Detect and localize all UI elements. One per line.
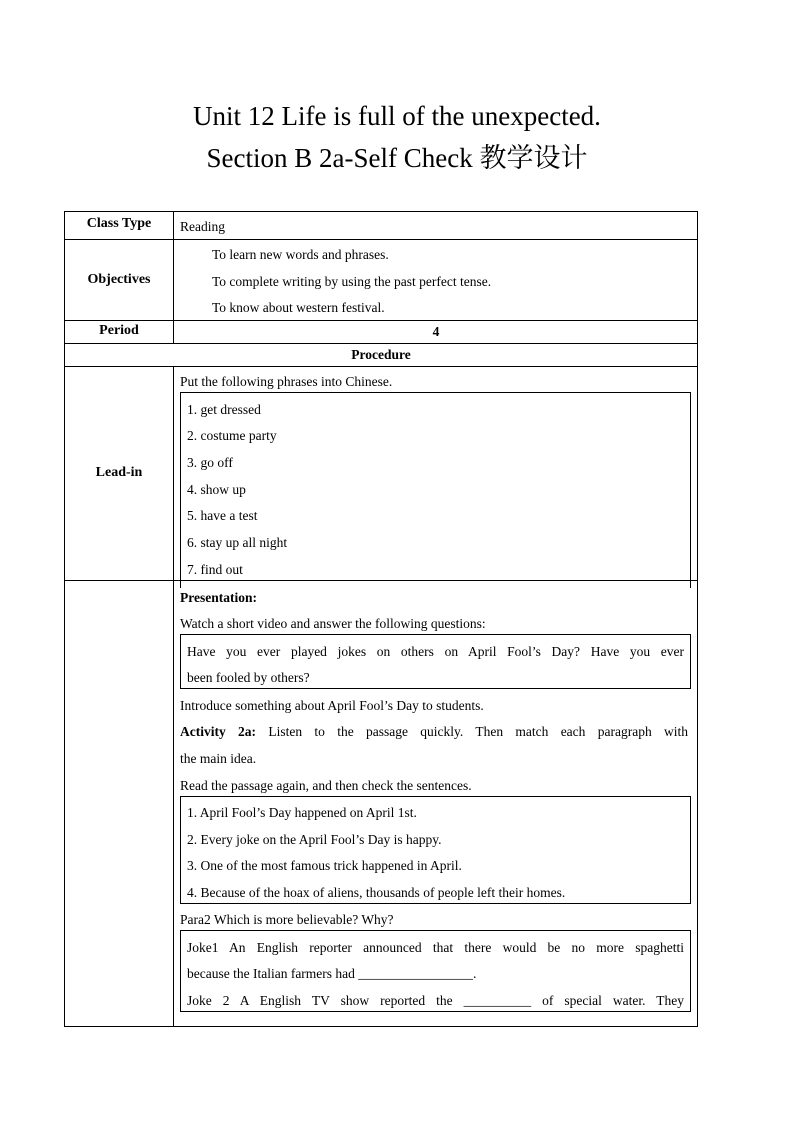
- class-type-label: Class Type: [86, 216, 152, 231]
- procedure-heading: Procedure: [351, 347, 411, 362]
- para2-question: Para2 Which is more believable? Why?: [180, 912, 394, 927]
- activity-2a-text: Listen to the passage quickly. Then match each paragraph with: [256, 724, 689, 739]
- row-divider: [64, 343, 698, 344]
- period-value: 4: [432, 324, 440, 339]
- question-line: been fooled by others?: [187, 670, 310, 685]
- phrase-item: 6. stay up all night: [187, 535, 288, 550]
- activity-2a-line: [180, 723, 688, 741]
- sentence-item: 2. Every joke on the April Fool’s Day is happy.: [187, 832, 442, 847]
- phrase-item: 3. go off: [187, 455, 233, 470]
- presentation-heading: Presentation:: [180, 590, 257, 605]
- row-divider: [64, 320, 698, 321]
- phrase-item: 7. find out: [187, 562, 243, 577]
- lead-in-instruction: Put the following phrases into Chinese.: [180, 374, 393, 389]
- sentence-item: 1. April Fool’s Day happened on April 1st.: [187, 805, 417, 820]
- objective-item: To know about western festival.: [212, 300, 385, 315]
- objective-item: To complete writing by using the past perfect tense.: [212, 274, 492, 289]
- video-instruction: Watch a short video and answer the following questions:: [180, 616, 486, 631]
- read-instruction: Read the passage again, and then check the sentences.: [180, 778, 472, 793]
- document-title: Unit 12 Life is full of the unexpected.: [193, 101, 601, 131]
- phrase-item: 1. get dressed: [187, 402, 261, 417]
- activity-2a-line: the main idea.: [180, 751, 257, 766]
- phrases-box: [180, 392, 691, 588]
- row-divider: [64, 366, 698, 367]
- joke-line: because the Italian farmers had _________________.: [187, 966, 477, 981]
- joke-line: Joke1 An English reporter announced that there would be no more spaghetti: [187, 940, 684, 955]
- objective-item: To learn new words and phrases.: [212, 247, 389, 262]
- phrase-item: 2. costume party: [187, 428, 277, 443]
- phrase-item: 4. show up: [187, 482, 246, 497]
- lead-in-label: Lead-in: [95, 465, 143, 480]
- question-line: Have you ever played jokes on others on April Fool’s Day? Have you ever: [187, 644, 684, 659]
- joke-line: Joke 2 A English TV show reported the __________ of special water. They: [187, 993, 684, 1008]
- class-type-value: Reading: [180, 219, 225, 234]
- introduce-line: Introduce something about April Fool’s Day to students.: [180, 698, 484, 713]
- row-divider: [64, 239, 698, 240]
- document-subtitle: Section B 2a-Self Check 教学设计: [206, 143, 588, 173]
- sentence-item: 4. Because of the hoax of aliens, thousands of people left their homes.: [187, 885, 566, 900]
- phrase-item: 5. have a test: [187, 508, 258, 523]
- period-label: Period: [99, 323, 139, 338]
- objectives-label: Objectives: [87, 272, 151, 287]
- column-divider: [173, 366, 174, 1027]
- sentence-item: 3. One of the most famous trick happened in April.: [187, 858, 462, 873]
- activity-2a-label: Activity 2a:: [180, 724, 257, 739]
